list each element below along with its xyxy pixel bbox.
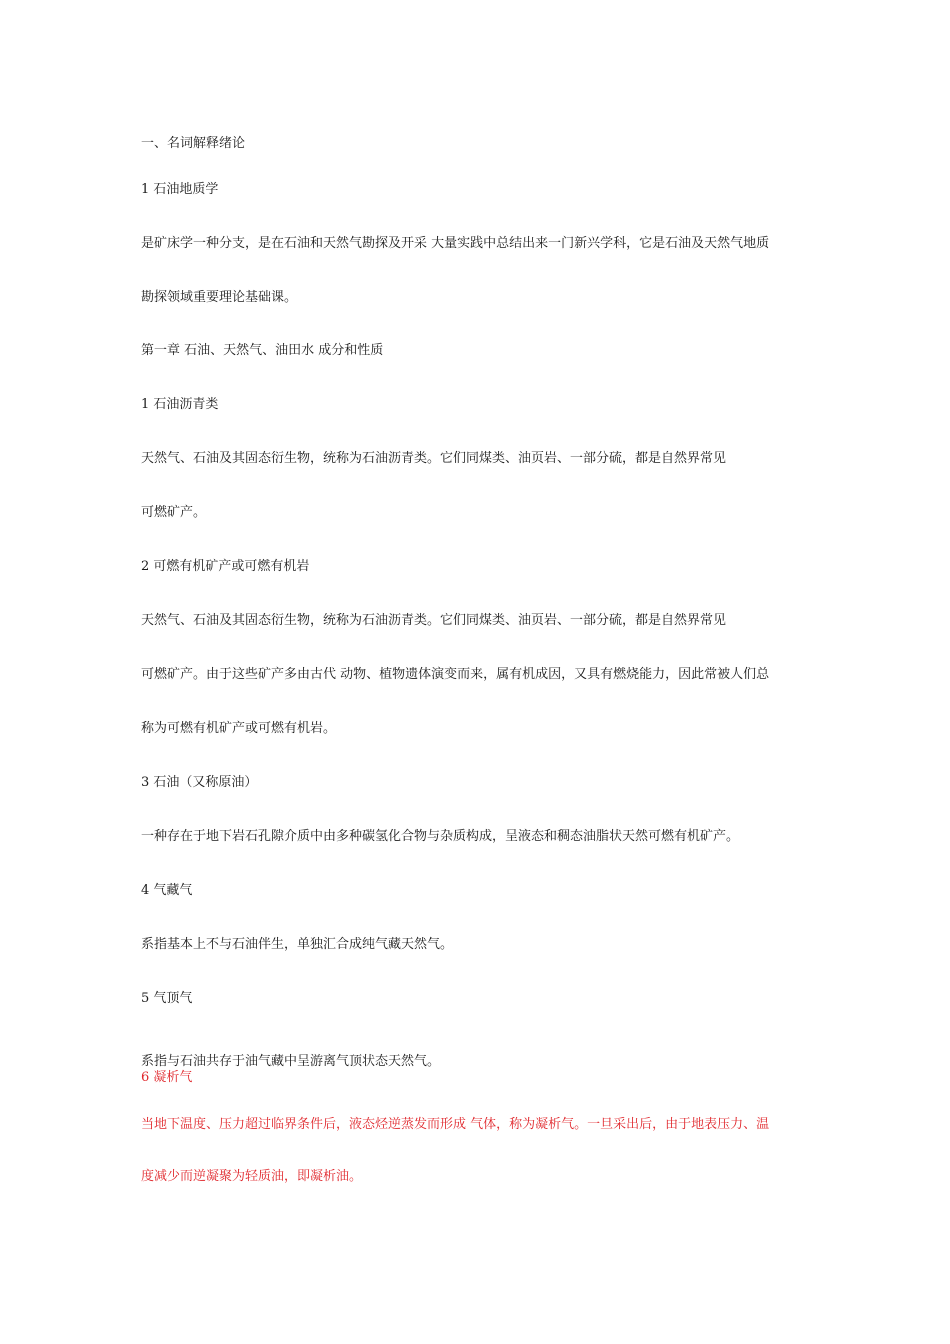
definition-text: 天然气、石油及其固态衍生物，统称为石油沥青类。它们同煤类、油页岩、一部分硫，都是自然界常见 [141, 451, 727, 466]
definition-text: 称为可燃有机矿产或可燃有机岩。 [141, 721, 337, 736]
definition-text: 可燃矿产。由于这些矿产多由古代 动物、植物遗体演变而来，属有机成因，又具有燃烧能力，因此常被人们总 [141, 667, 770, 682]
term-heading: 4 气藏气 [141, 883, 193, 898]
term-heading: 1 石油沥青类 [141, 397, 219, 412]
section-heading: 一、名词解释绪论 [141, 136, 246, 151]
definition-text: 是矿床学一种分支，是在石油和天然气勘探及开采 大量实践中总结出来一门新兴学科，它是石油及天然气地质 [141, 236, 770, 251]
term-heading: 2 可燃有机矿产或可燃有机岩 [141, 559, 310, 574]
definition-text-highlighted: 度减少而逆凝聚为轻质油，即凝析油。 [141, 1169, 363, 1184]
term-heading: 3 石油（又称原油） [141, 775, 258, 790]
definition-text: 勘探领域重要理论基础课。 [141, 290, 298, 305]
definition-text: 可燃矿产。 [141, 505, 207, 520]
chapter-heading: 第一章 石油、天然气、油田水 成分和性质 [141, 343, 384, 358]
definition-text: 系指基本上不与石油伴生，单独汇合成纯气藏天然气。 [141, 937, 454, 952]
term-heading: 1 石油地质学 [141, 182, 219, 197]
definition-text: 一种存在于地下岩石孔隙介质中由多种碳氢化合物与杂质构成，呈液态和稠态油脂状天然可燃有机矿产。 [141, 829, 740, 844]
term-heading: 5 气顶气 [141, 991, 193, 1006]
term-heading-highlighted: 6 凝析气 [141, 1070, 193, 1085]
definition-text: 系指与石油共存于油气藏中呈游离气顶状态天然气。 [141, 1054, 441, 1069]
definition-text: 天然气、石油及其固态衍生物，统称为石油沥青类。它们同煤类、油页岩、一部分硫，都是自然界常见 [141, 613, 727, 628]
definition-text-highlighted: 当地下温度、压力超过临界条件后，液态烃逆蒸发而形成 气体，称为凝析气。一旦采出后，由于地表压力、温 [141, 1117, 770, 1132]
